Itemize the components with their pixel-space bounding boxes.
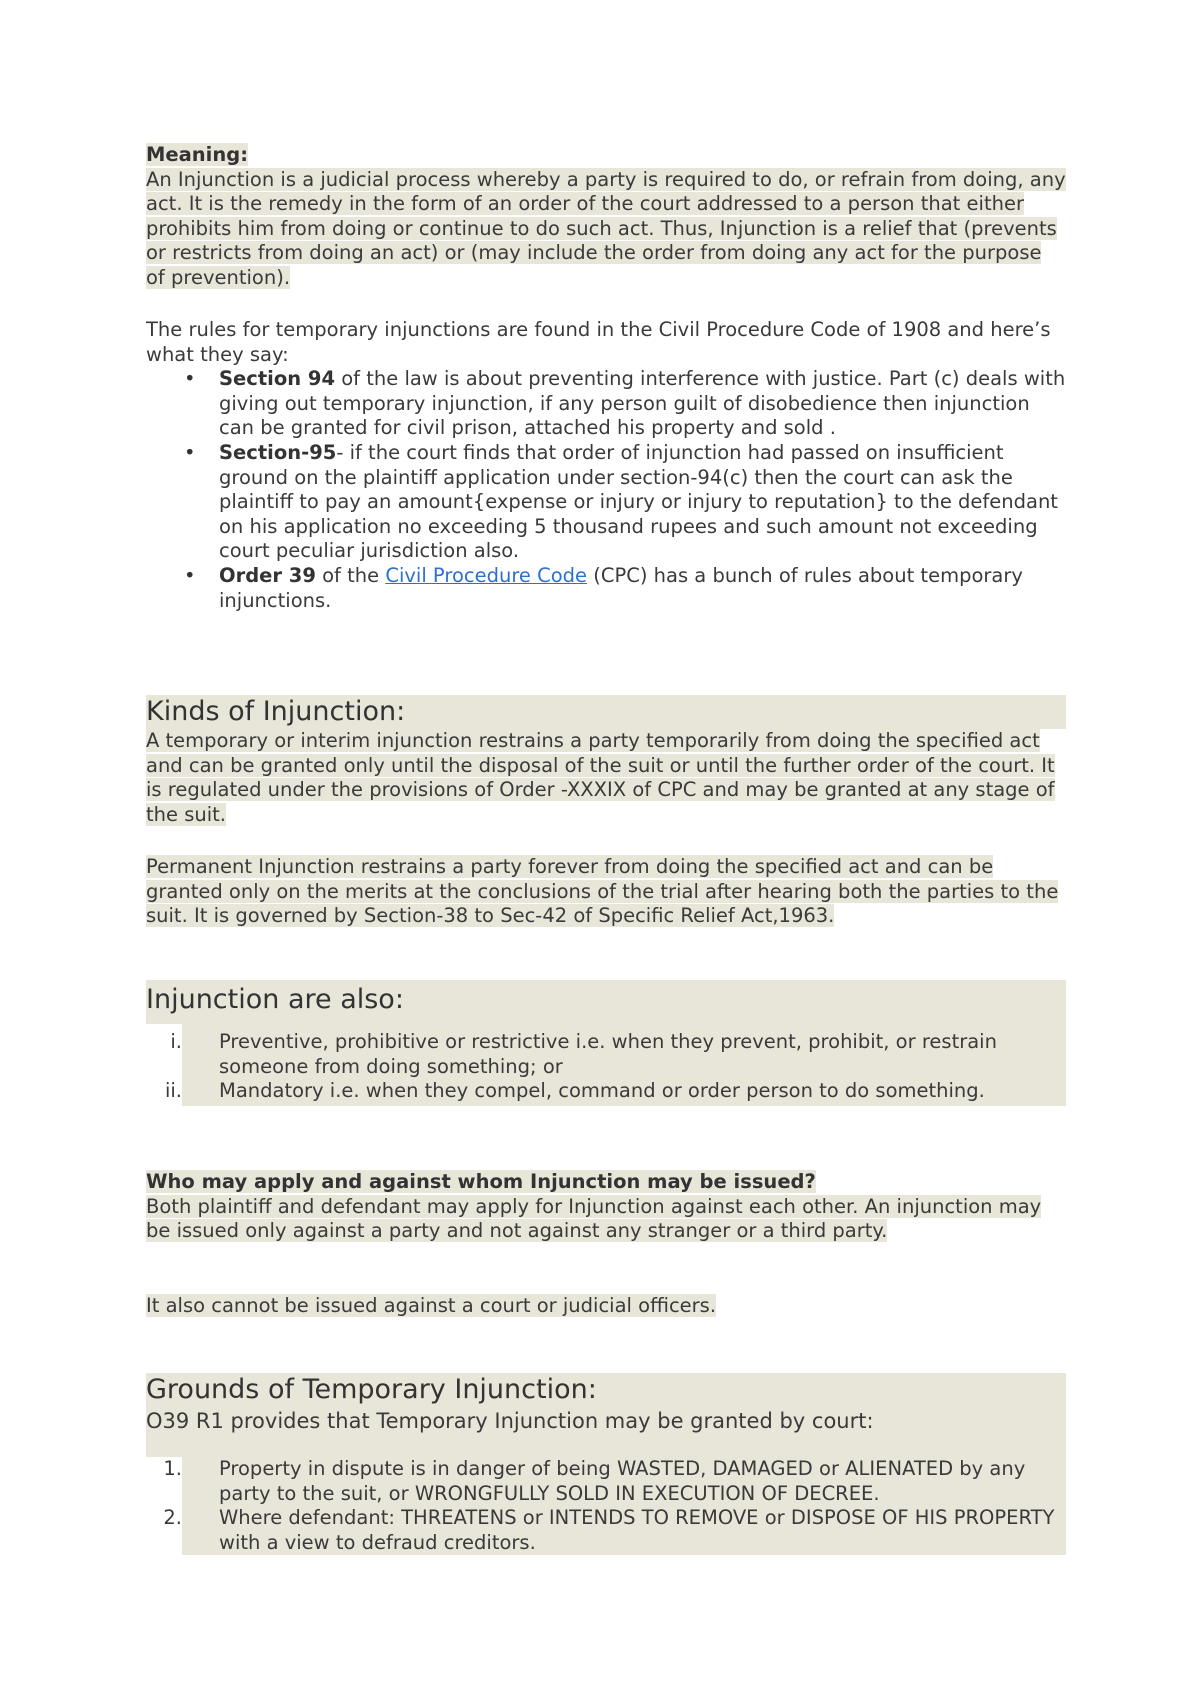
bullet-bold-label: Section 94: [219, 367, 336, 391]
also-list: [164, 1024, 1066, 1106]
grounds-section: [146, 1373, 1066, 1555]
bullet-text: - if the court finds that order of injunction had passed on insufficient ground on the plaintiff application under section-94(c) then the court can ask the plaintiff to pay an amount{expense or injury or injury to reputation} to the defendant on his application no exceeding 5 thousand rupees and such amount not exceeding court peculiar jurisdiction also.: [219, 440, 1058, 563]
who-text: Both plaintiff and defendant may apply for Injunction against each other. An injunction may be issued only against a party and not against any stranger or a third party.: [146, 1194, 1042, 1243]
who-title: Who may apply and against whom Injunction may be issued?: [146, 1170, 816, 1193]
bullet-text: (CPC) has a bunch of rules about temporary injunctions.: [219, 563, 1023, 612]
permanent-injunction-text: Permanent Injunction restrains a party forever from doing the specified act and can be granted only on the merits at the conclusions of the trial after hearing both the parties to the suit. It is governed by Section-38 to Sec-42 of Specific Relief Act,1963.: [146, 855, 1059, 928]
kinds-heading: Kinds of Injunction:: [146, 695, 1066, 729]
who-section-2: [146, 1294, 1066, 1319]
list-item: [170, 1030, 1066, 1079]
list-item-text: Mandatory i.e. when they compel, command or order person to do something.: [219, 1079, 985, 1103]
meaning-text: An Injunction is a judicial process whereby a party is required to do, or refrain from doing, any act. It is the remedy in the form of an order of the court addressed to a person that either prohibits him from doing or continue to do such act. Thus, Injunction is a relief that (prevents or restricts from doing an act) or (may include the order from doing any act for the purpose of prevention).: [146, 167, 1066, 289]
kinds-section: [146, 695, 1066, 827]
grounds-list: [163, 1457, 1066, 1555]
list-marker: i.: [170, 1030, 182, 1053]
list-marker: 1.: [163, 1457, 182, 1480]
who-section: [146, 1170, 1066, 1244]
who-text-2: It also cannot be issued against a court or judicial officers.: [146, 1294, 717, 1317]
bullet-bold-label: Section-95: [219, 440, 337, 464]
list-item-text: Preventive, prohibitive or restrictive i.e. when they prevent, prohibit, or restrain someone from doing something; or: [219, 1030, 997, 1078]
rules-bullet-list: [146, 367, 1066, 613]
meaning-section: [146, 143, 1066, 291]
list-item: [163, 1506, 1066, 1555]
list-item: [146, 564, 1066, 613]
bullet-text: of the: [315, 563, 386, 587]
grounds-heading: Grounds of Temporary Injunction:: [146, 1374, 597, 1405]
bullet-bold-label: Order 39: [219, 563, 316, 587]
list-item-text: Property in dispute is in danger of being WASTED, DAMAGED or ALIENATED by any party to the suit, or WRONGFULLY SOLD IN EXECUTION OF DECREE.: [219, 1457, 1026, 1505]
grounds-heading-block: [146, 1373, 1066, 1457]
list-item: [163, 1457, 1066, 1506]
civil-procedure-code-link[interactable]: Civil Procedure Code: [385, 563, 588, 587]
list-item: [146, 441, 1066, 564]
also-heading: Injunction are also:: [146, 980, 1066, 1024]
grounds-subheading: O39 R1 provides that Temporary Injunction may be granted by court:: [146, 1409, 874, 1433]
rules-intro: The rules for temporary injunctions are found in the Civil Procedure Code of 1908 and here’s what they say:: [146, 318, 1051, 366]
rules-section: [146, 318, 1066, 613]
list-item-text: Where defendant: THREATENS or INTENDS TO REMOVE or DISPOSE OF HIS PROPERTY with a view to defraud creditors.: [219, 1506, 1055, 1554]
temporary-injunction-text: A temporary or interim injunction restrains a party temporarily from doing the specified act and can be granted only until the disposal of the suit or until the further order of the court. It is regulated under the provisions of Order -XXXIX of CPC and may be granted at any stage of the suit.: [146, 729, 1055, 826]
permanent-section: [146, 855, 1066, 929]
list-marker: ii.: [164, 1079, 182, 1103]
list-marker: 2.: [163, 1506, 182, 1530]
meaning-title: Meaning:: [146, 143, 248, 166]
list-item: [146, 367, 1066, 441]
also-section: [146, 980, 1066, 1106]
list-item: [164, 1079, 1066, 1104]
bullet-text: of the law is about preventing interference with justice. Part (c) deals with giving out temporary injunction, if any person guilt of disobedience then injunction can be granted for civil prison, attached his property and sold .: [219, 367, 1066, 440]
